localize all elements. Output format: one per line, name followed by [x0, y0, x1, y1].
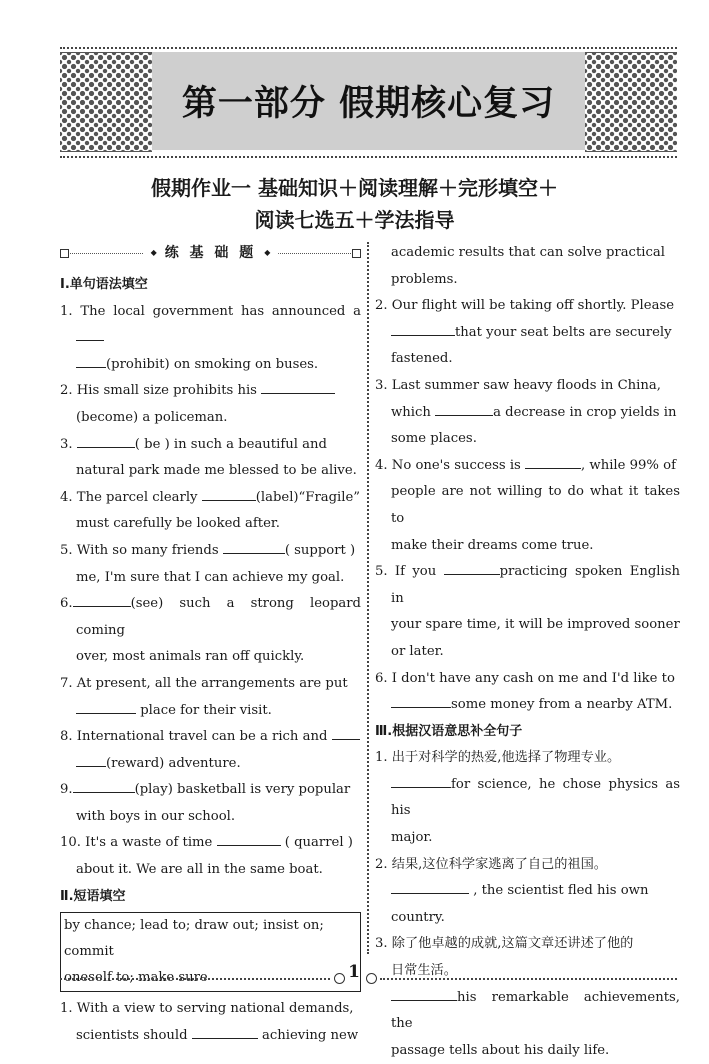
part2-question-1-start: 1. With a view to serving national demands, scientists should achieving new [60, 1001, 359, 1043]
part1-question-4: 4. The parcel clearly (label)“Fragile” must carefully be looked after. [60, 485, 361, 538]
part2-title: Ⅱ.短语填空 [60, 888, 126, 904]
part3-question-1: 1. 出于对科学的热爱,他选择了物理专业。 for science, he chose physics as his major. [375, 750, 680, 846]
homework-title-line1: 假期作业一 基础知识＋阅读理解＋完形填空＋ [151, 176, 558, 200]
part3-question-2: 2. 结果,这位科学家逃离了自己的祖国。 , the scientist fled his own country. [375, 856, 649, 925]
part1-question-3: 3. ( be ) in such a beautiful and natural park made me blessed to be alive. [60, 432, 361, 485]
part1-question-10: 10. It's a waste of time ( quarrel ) about it. We are all in the same boat. [60, 830, 361, 883]
section-header [60, 240, 361, 266]
part2-question-5: 5. If you practicing spoken English in your spare time, it will be improved sooner or later. [375, 559, 680, 665]
part1-question-2: 2. His small size prohibits his (become) a policeman. [60, 378, 361, 431]
phrase-box [60, 912, 361, 992]
page-number: 1 [348, 962, 360, 982]
phrase-box-line2: oneself to; make sure [64, 970, 208, 986]
footer-rule-right [380, 978, 677, 980]
part2-question-4: 4. No one's success is , while 99% of people are not willing to do what it takes to make their dreams come true. [375, 453, 680, 559]
top-dotted-rule [60, 47, 677, 49]
part1-question-5: 5. With so many friends ( support ) me, I'm sure that I can achieve my goal. [60, 538, 361, 591]
part2-question-6: 6. I don't have any cash on me and I'd like to some money from a nearby ATM. [375, 670, 675, 713]
part3-question-3: 3. 除了他卓越的成就,这篇文章还讲述了他的 日常生活。 his remarkable achievements, the passage tells about his daily life. [375, 936, 680, 1058]
part1-question-7: 7. At present, all the arrangements are put place for their visit. [60, 675, 348, 718]
part1-title: Ⅰ.单句语法填空 [60, 277, 148, 292]
banner-title: 第一部分 假期核心复习 [181, 84, 556, 124]
part1-question-1: 1. The local government has announced a (prohibit) on smoking on buses. [60, 303, 361, 372]
column-divider [367, 242, 369, 954]
banner-center [152, 52, 585, 150]
phrase-box-line1: by chance; lead to; draw out; insist on; commit [64, 918, 324, 960]
footer-circle-right [366, 973, 377, 984]
homework-title-line2: 阅读七选五＋学法指导 [254, 208, 455, 232]
part1-question-9: 9. (play) basketball is very popular with boys in our school. [60, 777, 361, 830]
part2-question-2: 2. Our flight will be taking off shortly. Please that your seat belts are securely fastened. [375, 298, 675, 367]
banner-bottom-dotted-rule [60, 156, 677, 158]
footer-rule-left [60, 978, 330, 980]
part2-question-3: 3. Last summer saw heavy floods in China, which a decrease in crop yields in some places. [375, 377, 677, 447]
part3-title: Ⅲ.根据汉语意思补全句子 [375, 723, 523, 739]
section-header-label: ◆ 练 基 础 题 ◆ [143, 240, 279, 266]
part1-question-6: 6. (see) such a strong leopard coming over, most animals ran off quickly. [60, 591, 361, 671]
part1-question-8: 8. International travel can be a rich and (reward) adventure. [60, 724, 361, 777]
banner-pattern-left [60, 52, 152, 152]
left-column [60, 240, 361, 1049]
part2-question-1-end: academic results that can solve practical problems. [391, 245, 665, 287]
banner-pattern-right [585, 52, 677, 152]
right-column [375, 240, 680, 1064]
part-banner [60, 52, 677, 150]
